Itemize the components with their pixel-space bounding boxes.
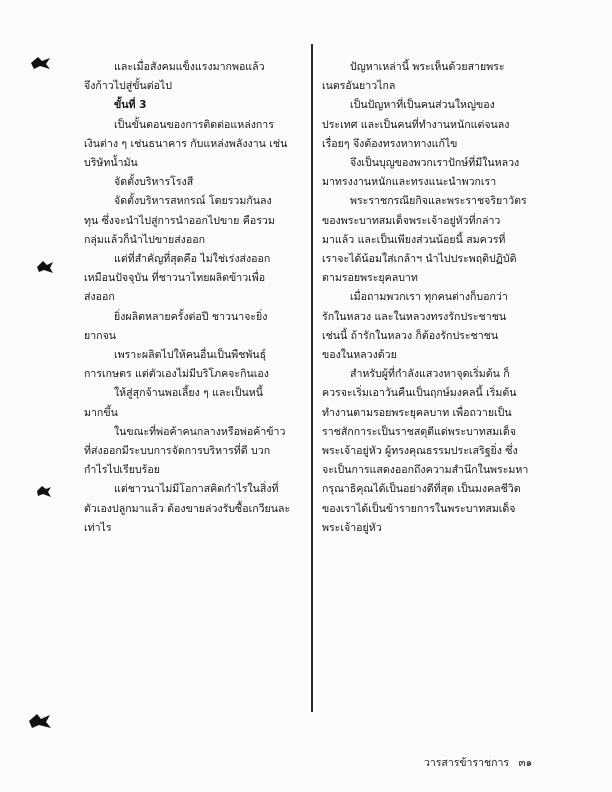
text-line: และเมื่อสังคมแข็งแรงมากพอแล้ว xyxy=(114,61,265,73)
text-line: จัดตั้งบริหารโรงสี xyxy=(114,176,194,189)
text-line: มากขึ้น xyxy=(84,406,118,419)
text-line: ให้สู่สุกจ้านพอเลี้ยง ๆ และเป็นหนี้ xyxy=(114,387,263,400)
text-line: ตามรอยพระยุคลบาท xyxy=(322,272,418,285)
text-line: สำหรับผู้ที่กำลังแสวงหาจุดเริ่มต้น ก็ xyxy=(350,368,510,381)
column-divider xyxy=(311,44,313,712)
text-line: ในขณะที่พ่อค้าคนกลางหรือพ่อค้าข้าว xyxy=(114,425,286,438)
text-line: กรุณาธิคุณได้เป็นอย่างดีที่สุด เป็นมงคลชีวิต xyxy=(322,483,521,496)
left-column xyxy=(66,58,304,538)
text-line: จัดตั้งบริหารสหกรณ์ โดยรวมกันลง xyxy=(114,195,272,208)
footer-journal-name: วารสารข้าราชการ xyxy=(424,757,510,769)
text-line: ส่งออก xyxy=(84,291,115,304)
text-line: รักในหลวง และในหลวงทรงรักประชาชน xyxy=(322,310,507,323)
text-line: เงินต่าง ๆ เช่นธนาคาร กับแหล่งพลังงาน เช่น xyxy=(84,137,288,150)
text-line: พระเจ้าอยู่หัว xyxy=(322,521,382,534)
text-line: ประเทศ และเป็นคนที่ทำงานหนักแต่จนลง xyxy=(322,118,510,131)
text-line: แต่ชาวนาไม่มีโอกาสคิดกำไรในสิ่งที่ xyxy=(114,483,279,496)
text-line: ของพระบาทสมเด็จพระเจ้าอยู่หัวที่กล่าว xyxy=(322,214,501,227)
text-line: ของในหลวงด้วย xyxy=(322,349,397,362)
text-line: แต่ที่สำคัญที่สุดคือ ไม่ใช่เร่งส่งออก xyxy=(114,253,271,266)
text-line: ขั้นที่ 3 xyxy=(114,99,147,112)
binder-hole-mark-bottom xyxy=(28,712,52,730)
text-line: เพราะผลิตไปให้คนอื่นเป็นพืชพันธุ์ xyxy=(114,349,267,362)
text-line: ทำงานตามรอยพระยุคลบาท เพื่อถวายเป็น xyxy=(322,406,512,419)
binder-hole-mark-middle xyxy=(36,260,54,274)
right-column xyxy=(322,58,558,538)
text-line: กำไรไปเรียบร้อย xyxy=(84,464,160,477)
text-line: เป็นปัญหาที่เป็นคนส่วนใหญ่ของ xyxy=(350,99,495,112)
text-line: ยิ่งผลิตหลายครั้งต่อปี ชาวนาจะยิ่ง xyxy=(114,310,268,323)
text-line: ทุน ซึ่งจะนำไปสู่การนำออกไปขาย คือรวม xyxy=(84,214,275,227)
text-line: ของเราได้เป็นข้ารายการในพระบาทสมเด็จ xyxy=(322,502,516,515)
text-line: เช่นนี้ ถ้ารักในหลวง ก็ต้องรักประชาชน xyxy=(322,329,499,342)
text-line: เนตรอันยาวไกล xyxy=(322,80,396,93)
page-footer xyxy=(424,754,538,771)
text-line: เท่าไร xyxy=(84,521,112,534)
binder-hole-mark-lower xyxy=(36,484,52,498)
text-line: จึงเป็นบุญของพวกเราปักษ์ที่มีในหลวง xyxy=(350,157,520,170)
text-line: มาแล้ว และเป็นเพียงส่วนน้อยนี้ สมควรที่ xyxy=(322,233,506,246)
text-line: ราชสักการะเป็นราชสดุดีแด่พระบาทสมเด็จ xyxy=(322,425,516,438)
text-line: กลุ่มแล้วก็นำไปขายส่งออก xyxy=(84,233,205,246)
text-line: ควรจะเริ่มเอาวันคืนเป็นฤกษ์มงคลนี้ เริ่มต้น xyxy=(322,387,517,400)
text-line: พระราชกรณียกิจและพระราชจริยาวัตร xyxy=(350,195,527,208)
text-line: ปัญหาเหล่านี้ พระเห็นด้วยสายพระ xyxy=(350,61,505,73)
text-line: จึงก้าวไปสู่ขั้นต่อไป xyxy=(84,80,172,93)
text-line: การเกษตร แต่ตัวเองไม่มีบริโภคจะกินเอง xyxy=(84,368,269,381)
text-line: มาทรงงานหนักและทรงแนะนำพวกเรา xyxy=(322,176,497,189)
text-line: เป็นขั้นตอนของการติดต่อแหล่งการ xyxy=(114,118,274,131)
text-line: บริษัทน้ำมัน xyxy=(84,157,138,170)
text-line: ตัวเองปลูกมาแล้ว ต้องขายล่วงรับซื้อเกวียนละ xyxy=(84,502,291,515)
text-line: ยากจน xyxy=(84,329,117,342)
text-line: จะเป็นการแสดงออกถึงความสำนึกในพระมหา xyxy=(322,464,529,477)
binder-hole-mark-top xyxy=(30,55,52,71)
text-line: เราจะได้น้อมใส่เกล้าฯ นำไปประพฤติปฏิบัติ xyxy=(322,253,517,266)
text-line: ที่ส่งออกมีระบบการจัดการบริหารที่ดี บวก xyxy=(84,445,271,458)
text-line: เมื่อถามพวกเรา ทุกคนต่างก็บอกว่า xyxy=(350,291,508,304)
footer-page-number: ๓๑ xyxy=(518,757,533,769)
text-line: พระเจ้าอยู่หัว ผู้ทรงคุณธรรมประเสริฐยิ่ง ซึ่ง xyxy=(322,445,518,458)
text-line: เรื่อยๆ จึงต้องทรงหาทางแก้ไข xyxy=(322,137,458,150)
text-line: เหมือนปัจจุบัน ที่ชาวนาไทยผลิตข้าวเพื่อ xyxy=(84,272,266,285)
